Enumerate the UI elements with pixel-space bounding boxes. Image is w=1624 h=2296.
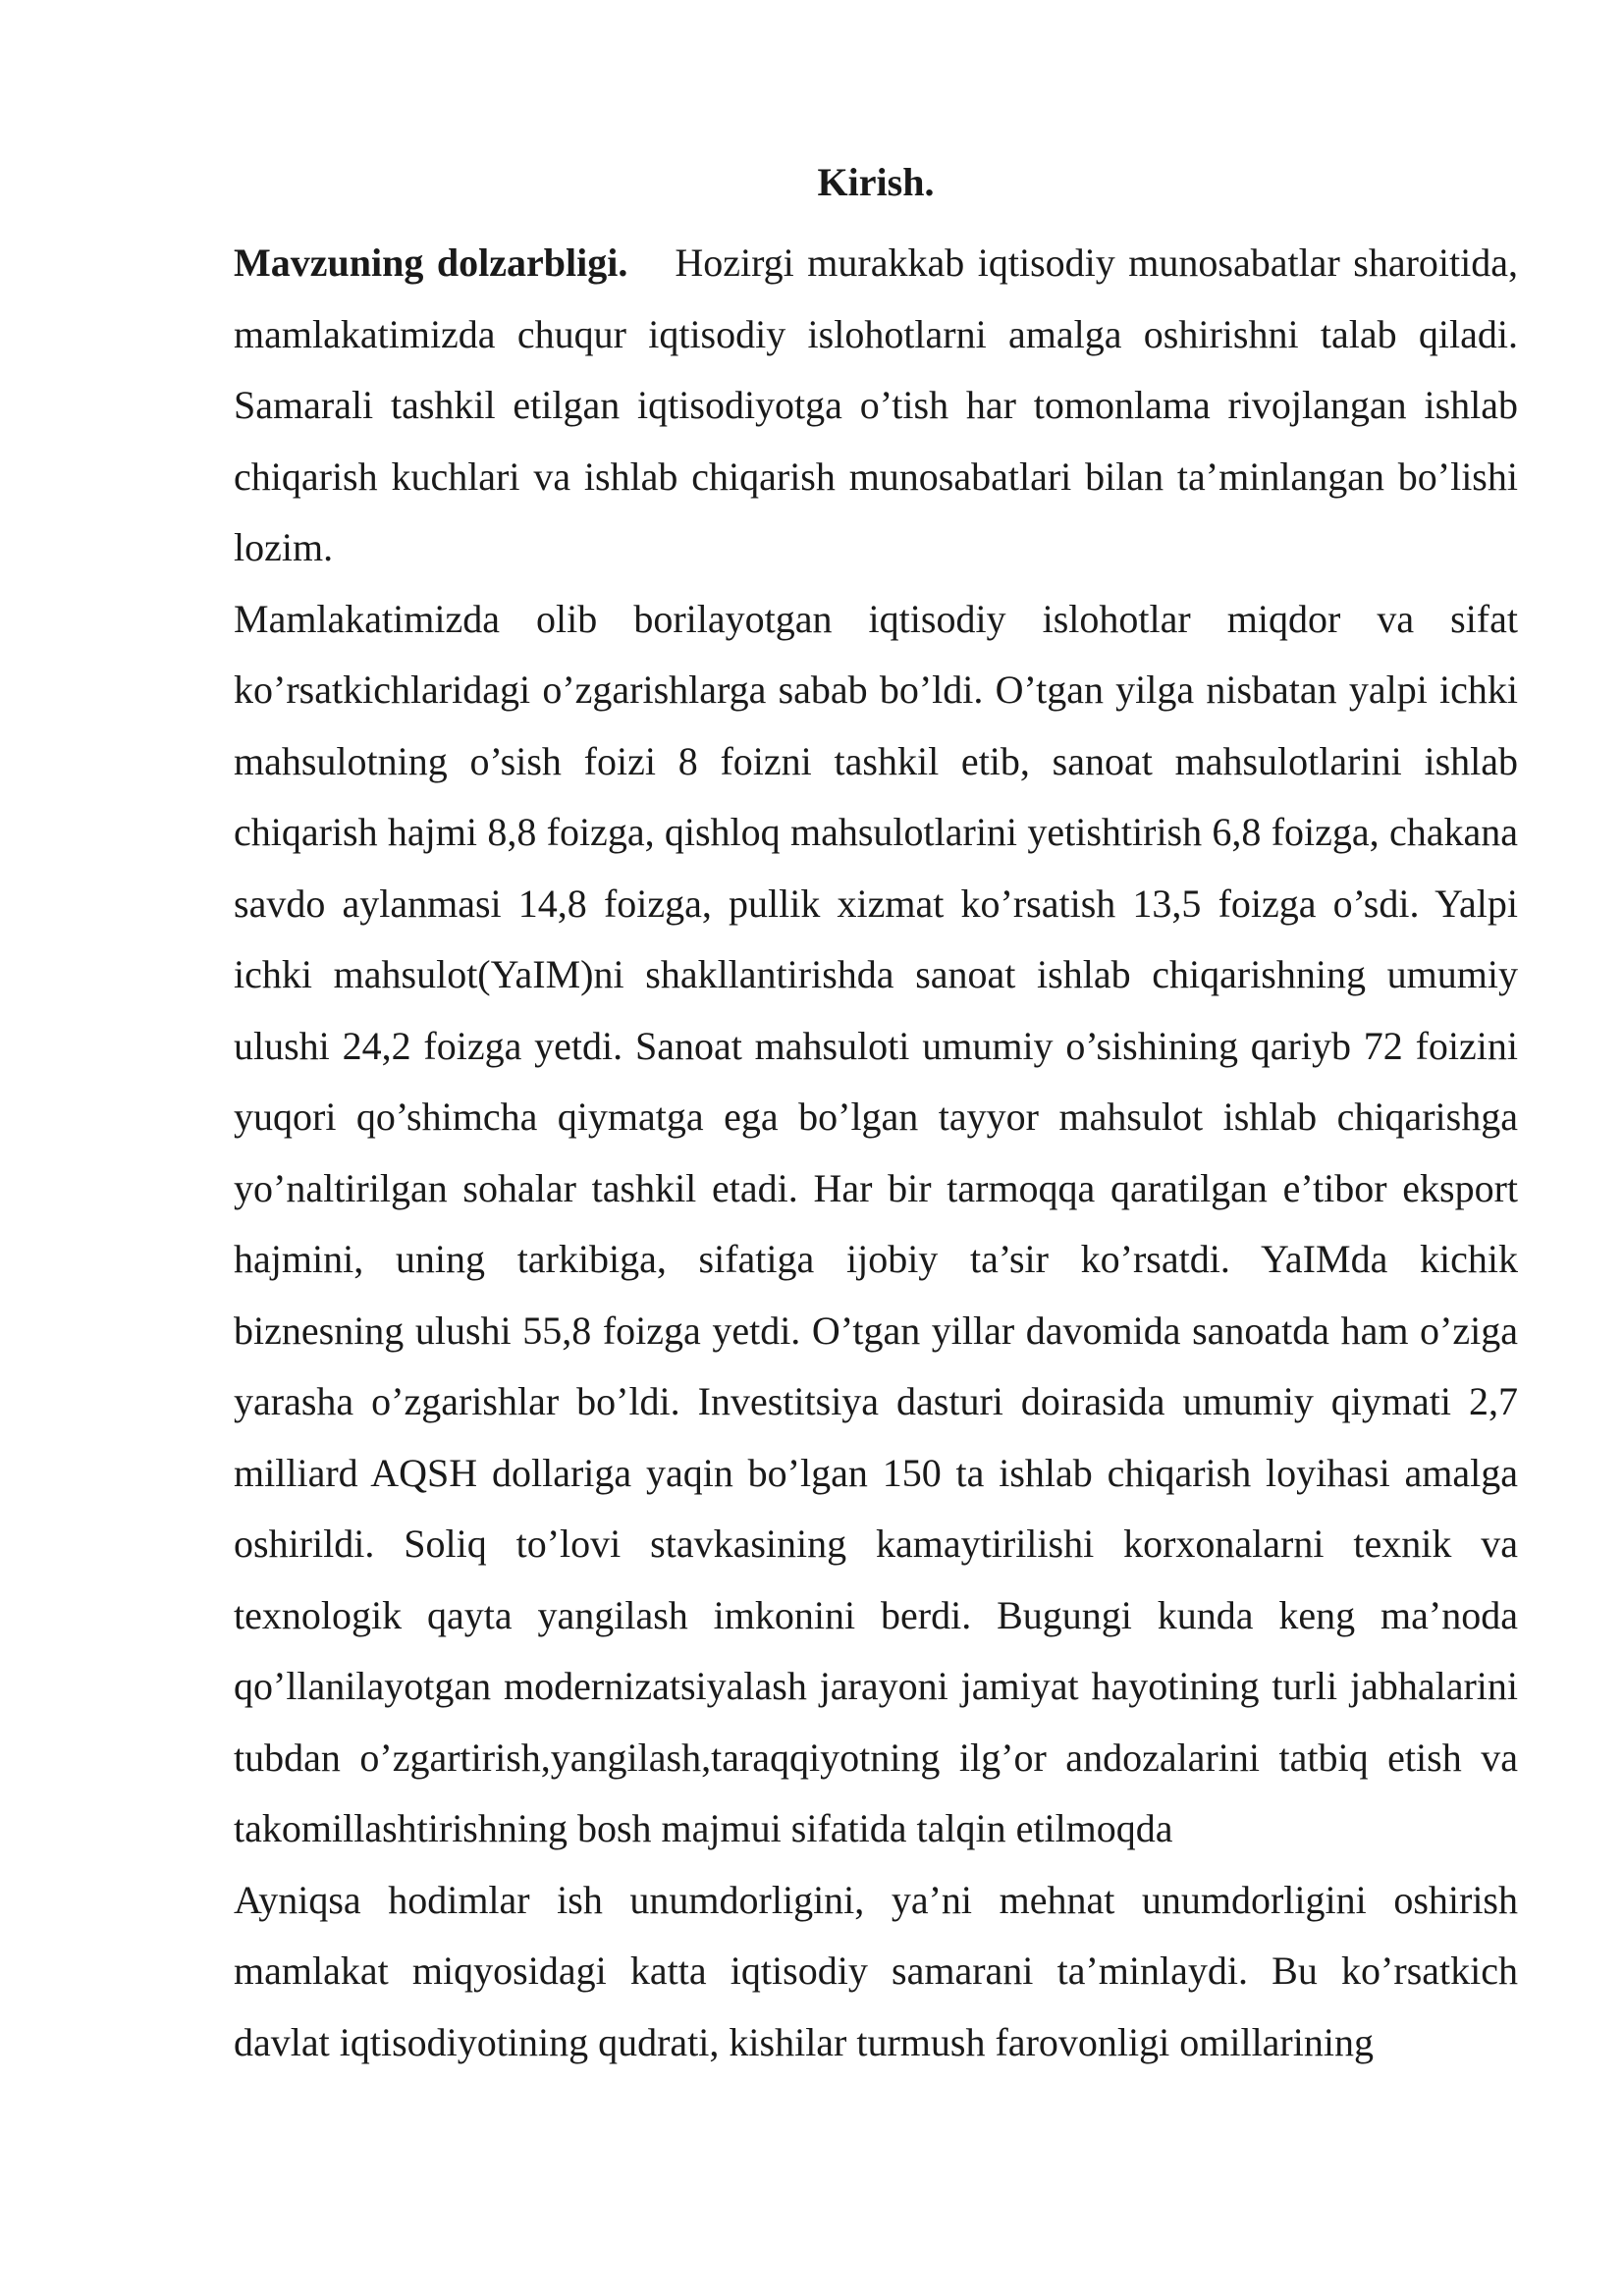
- paragraph-text: Ayniqsa hodimlar ish unumdorligini, ya’ni mehnat unumdorligini oshirish mamlakat miqyosidagi katta iqtisodiy samarani ta’minlaydi. Bu ko’rsatkich davlat iqtisodiyotining qudrati, kishilar turmush farovonligi omillarining: [234, 1877, 1518, 2064]
- paragraph-reforms: [234, 584, 1518, 1865]
- paragraph-relevance: [234, 228, 1518, 584]
- document-page: [234, 157, 1518, 2078]
- document-title: Kirish.: [817, 160, 935, 204]
- paragraph-text: Hozirgi murakkab iqtisodiy munosabatlar sharoitida, mamlakatimizda chuqur iqtisodiy islohotlarni amalga oshirishni talab qiladi. Samarali tashkil etilgan iqtisodiyotga o’tish har tomonlama rivojlangan ishlab chiqarish kuchlari va ishlab chiqarish munosabatlari bilan ta’minlangan bo’lishi lozim.: [234, 240, 1519, 569]
- paragraph-text: Mamlakatimizda olib borilayotgan iqtisodiy islohotlar miqdor va sifat ko’rsatkichlaridagi o’zgarishlarga sabab bo’ldi. O’tgan yilga nisbatan yalpi ichki mahsulotning o’sish foizi 8 foizni tashkil etib, sanoat mahsulotlarini ishlab chiqarish hajmi 8,8 foizga, qishloq mahsulotlarini yetishtirish 6,8 foizga, chakana savdo aylanmasi 14,8 foizga, pullik xizmat ko’rsatish 13,5 foizga o’sdi. Yalpi ichki mahsulot(YaIM)ni shakllantirishda sanoat ishlab chiqarishning umumiy ulushi 24,2 foizga yetdi. Sanoat mahsuloti umumiy o’sishining qariyb 72 foizini yuqori qo’shimcha qiymatga ega bo’lgan tayyor mahsulot ishlab chiqarishga yo’naltirilgan sohalar tashkil etadi. Har bir tarmoqqa qaratilgan e’tibor eksport hajmini, uning tarkibiga, sifatiga ijobiy ta’sir ko’rsatdi. YaIMda kichik biznesning ulushi 55,8 foizga yetdi. O’tgan yillar davomida sanoatda ham o’ziga yarasha o’zgarishlar bo’ldi. Investitsiya dasturi doirasida umumiy qiymati 2,7 milliard AQSH dollariga yaqin bo’lgan 150 ta ishlab chiqarish loyihasi amalga oshirildi. Soliq to’lovi stavkasining kamaytirilishi korxonalarni texnik va texnologik qayta yangilash imkonini berdi. Bugungi kunda keng ma’noda qo’llanilayotgan modernizatsiyalash jarayoni jamiyat hayotining turli jabhalarini tubdan o’zgartirish,yangilash,taraqqiyotning ilg’or andozalarini tatbiq etish va takomillashtirishning bosh majmui sifatida talqin etilmoqda: [234, 596, 1518, 1850]
- paragraph-lead-heading: Mavzuning dolzarbligi.: [234, 240, 628, 285]
- paragraph-productivity: [234, 1865, 1518, 2079]
